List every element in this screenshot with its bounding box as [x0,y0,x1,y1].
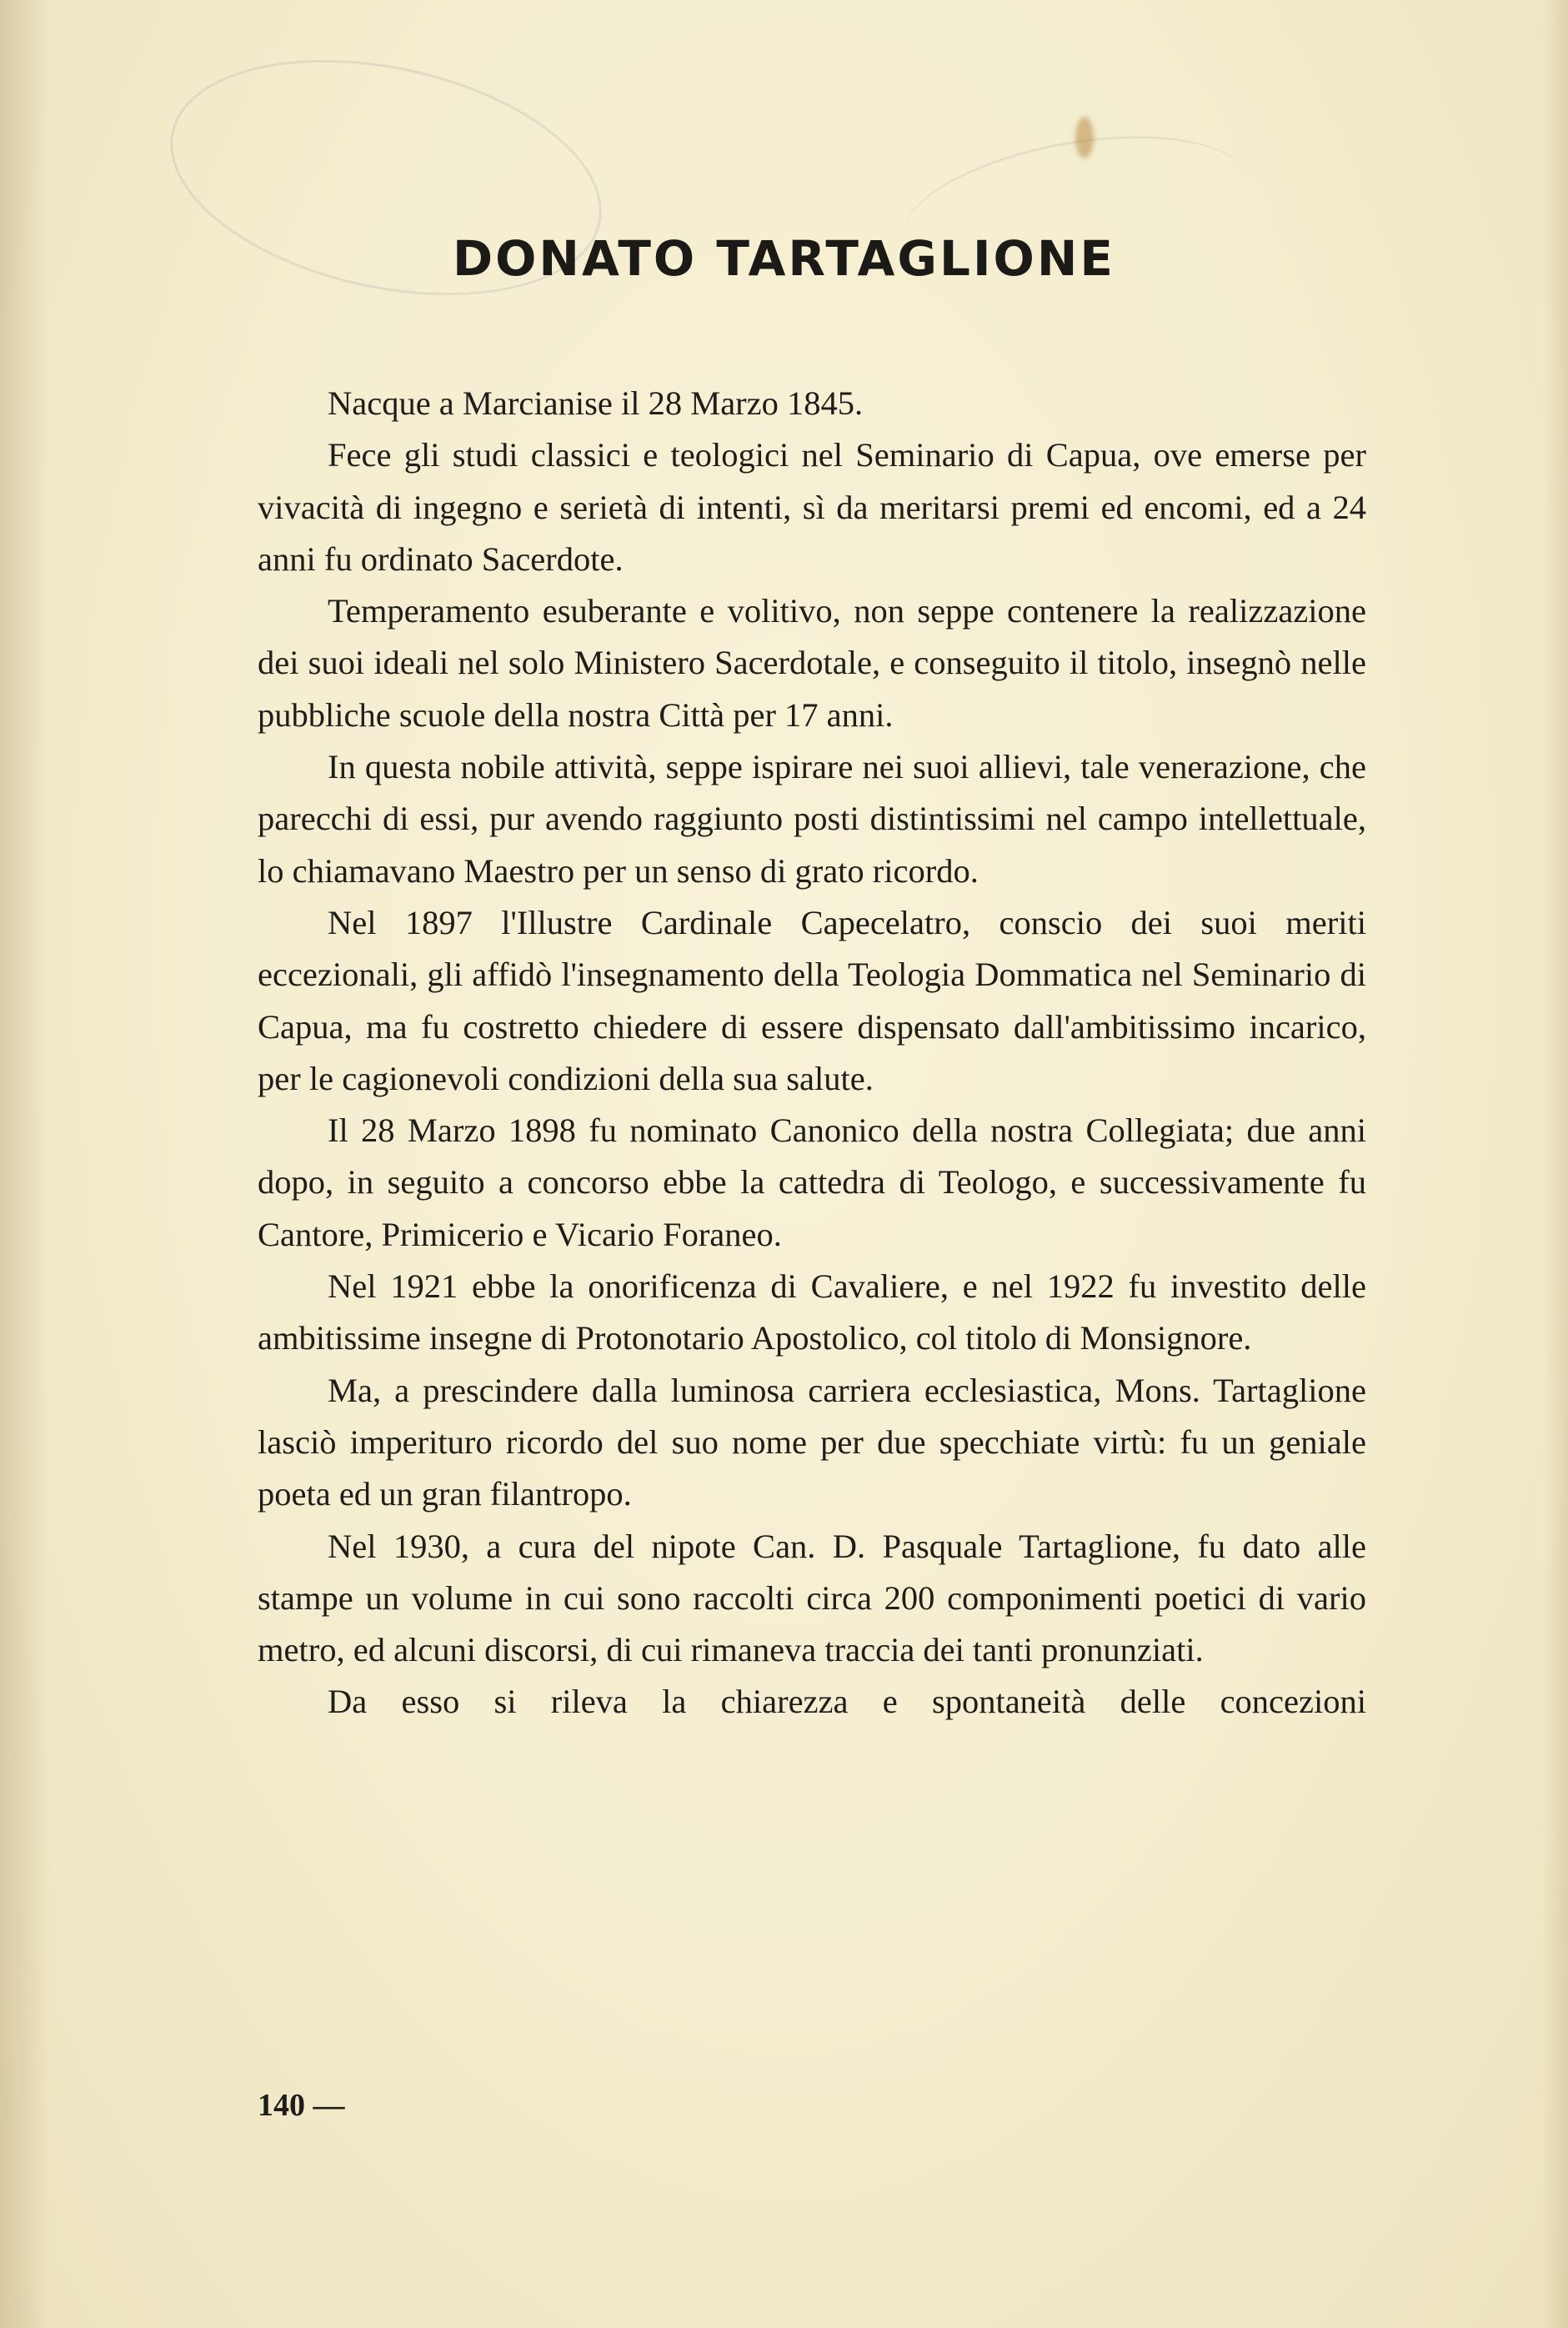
right-edge-shadow [1543,0,1568,2328]
paragraph: Nel 1921 ebbe la onorificenza di Cavaliere, e nel 1922 fu investito delle ambitissime insegne di Protonotario Apostolico, col titolo di Monsignore. [258,1267,1366,1357]
paragraph: Da esso si rileva la chiarezza e spontaneità delle concezioni [328,1683,1366,1721]
paragraph: Nel 1930, a cura del nipote Can. D. Pasquale Tartaglione, fu dato alle stampe un volume in cui sono raccolti circa 200 componimenti poetici di vario metro, ed alcuni discorsi, di cui rimaneva traccia dei tanti pronunziati. [258,1527,1366,1669]
left-edge-shadow [0,0,50,2328]
paragraph: In questa nobile attività, seppe ispirare nei suoi allievi, tale venerazione, che parecchi di essi, pur avendo raggiunto posti distintissimi nel campo intellettuale, lo chiamavano Maestro per un senso di grato ricordo. [258,748,1366,890]
body-text [258,378,1366,1728]
paper-stain [1075,117,1094,158]
paragraph: Ma, a prescindere dalla luminosa carriera ecclesiastica, Mons. Tartaglione lasciò imperituro ricordo del suo nome per due specchiate virtù: fu un geniale poeta ed un gran filantropo. [258,1371,1366,1513]
paragraph: Il 28 Marzo 1898 fu nominato Canonico della nostra Collegiata; due anni dopo, in seguito a concorso ebbe la cattedra di Teologo, e successivamente fu Cantore, Primicerio e Vicario Foraneo. [258,1111,1366,1253]
paragraph: Nacque a Marcianise il 28 Marzo 1845. [328,384,864,422]
page-number: 140 — [258,2088,345,2123]
paragraph: Nel 1897 l'Illustre Cardinale Capecelatro, conscio dei suoi meriti eccezionali, gli affidò l'insegnamento della Teologia Dommatica nel Seminario di Capua, ma fu costretto chiedere di essere dispensato dall'ambitissimo incarico, per le cagionevoli condizioni della sua salute. [258,903,1366,1097]
paragraph: Fece gli studi classici e teologici nel Seminario di Capua, ove emerse per vivacità di ingegno e serietà di intenti, sì da meritarsi premi ed encomi, ed a 24 anni fu ordinato Sacerdote. [258,436,1366,578]
page-title: DONATO TARTAGLIONE [452,230,1115,287]
paragraph: Temperamento esuberante e volitivo, non seppe contenere la realizzazione dei suoi ideali nel solo Ministero Sacerdotale, e conseguito il titolo, insegnò nelle pubbliche scuole della nostra Città per 17 anni. [258,592,1366,734]
